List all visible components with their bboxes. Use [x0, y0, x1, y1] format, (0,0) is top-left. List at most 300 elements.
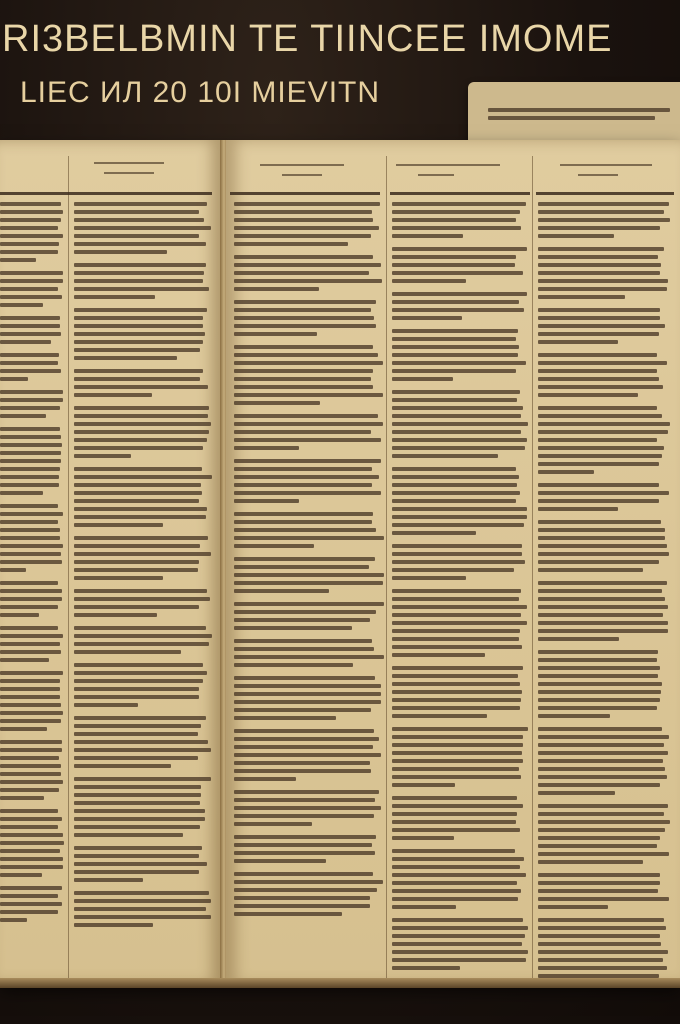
text-line: [538, 767, 665, 771]
text-line: [538, 873, 660, 877]
background-newspaper-card: [468, 82, 680, 140]
text-line: [74, 687, 199, 691]
text-paragraph: [234, 790, 384, 826]
text-line: [392, 653, 485, 657]
text-line: [392, 308, 524, 312]
text-paragraph: [74, 263, 212, 299]
text-line: [0, 626, 58, 630]
text-paragraph: [392, 292, 528, 320]
text-line: [234, 761, 370, 765]
text-line: [392, 263, 515, 267]
text-line: [0, 817, 62, 821]
text-line: [0, 740, 62, 744]
text-paragraph: [74, 846, 212, 882]
text-line: [234, 896, 370, 900]
text-paragraph: [0, 581, 64, 617]
text-line: [392, 666, 523, 670]
text-line: [74, 732, 198, 736]
text-line: [0, 226, 58, 230]
text-line: [234, 255, 373, 259]
text-line: [392, 751, 522, 755]
text-line: [74, 218, 204, 222]
text-paragraph: [0, 626, 64, 662]
text-line: [538, 743, 664, 747]
text-line: [538, 499, 659, 503]
text-line: [0, 520, 58, 524]
text-line: [392, 576, 466, 580]
text-line: [538, 446, 664, 450]
text-line: [0, 748, 62, 752]
text-line: [0, 825, 58, 829]
text-line: [74, 242, 206, 246]
text-line: [538, 340, 618, 344]
text-line: [74, 414, 208, 418]
text-paragraph: [74, 589, 212, 617]
text-line: [538, 470, 594, 474]
text-line: [538, 735, 669, 739]
text-line: [74, 226, 211, 230]
text-line: [74, 356, 177, 360]
text-line: [392, 637, 519, 641]
text-paragraph: [74, 777, 212, 837]
text-line: [0, 377, 28, 381]
text-line: [0, 369, 61, 373]
text-line: [0, 613, 39, 617]
text-line: [74, 308, 207, 312]
masthead-rule: [536, 192, 674, 195]
text-line: [538, 406, 657, 410]
text-paragraph: [392, 849, 528, 909]
text-line: [234, 467, 372, 471]
text-line: [74, 870, 199, 874]
right-page: [226, 140, 680, 984]
text-paragraph: [538, 918, 670, 984]
text-paragraph: [234, 676, 384, 720]
text-line: [392, 544, 522, 548]
text-line: [392, 361, 526, 365]
text-line: [538, 918, 664, 922]
text-line: [392, 499, 516, 503]
text-line: [392, 255, 516, 259]
text-line: [538, 422, 670, 426]
text-line: [234, 843, 372, 847]
book-page-edges: [0, 978, 680, 988]
text-line: [0, 512, 63, 516]
text-line: [234, 589, 329, 593]
text-line: [538, 324, 665, 328]
text-paragraph: [0, 353, 64, 381]
text-line: [538, 528, 665, 532]
text-line: [234, 708, 371, 712]
text-paragraph: [392, 796, 528, 840]
text-line: [0, 406, 60, 410]
text-line: [0, 324, 60, 328]
text-paragraph: [392, 727, 528, 787]
text-line: [0, 687, 60, 691]
text-line: [74, 801, 200, 805]
text-paragraph: [0, 671, 64, 731]
text-line: [74, 915, 211, 919]
text-line: [392, 820, 516, 824]
text-line: [74, 536, 208, 540]
text-line: [74, 589, 207, 593]
text-line: [74, 467, 202, 471]
text-line: [538, 218, 670, 222]
text-line: [234, 263, 381, 267]
open-book: [0, 140, 680, 984]
text-line: [0, 764, 61, 768]
text-line: [392, 491, 520, 495]
text-line: [392, 836, 454, 840]
text-line: [74, 642, 209, 646]
text-line: [0, 234, 63, 238]
text-line: [74, 340, 203, 344]
text-line: [234, 872, 373, 876]
text-line: [392, 743, 523, 747]
text-line: [74, 576, 163, 580]
text-line: [538, 247, 664, 251]
text-line: [538, 934, 660, 938]
text-line: [74, 287, 209, 291]
text-line: [538, 226, 660, 230]
text-line: [74, 817, 205, 821]
column-text-body: [0, 202, 64, 931]
text-line: [538, 581, 667, 585]
text-paragraph: [538, 727, 670, 795]
text-line: [74, 793, 201, 797]
text-line: [392, 849, 515, 853]
text-line: [538, 536, 665, 540]
text-line: [234, 438, 381, 442]
text-line: [234, 684, 381, 688]
text-line: [392, 889, 521, 893]
text-line: [538, 385, 663, 389]
text-line: [0, 258, 36, 262]
text-line: [0, 552, 61, 556]
text-line: [74, 597, 210, 601]
text-line: [74, 777, 211, 781]
text-line: [0, 218, 61, 222]
text-line: [392, 926, 528, 930]
text-line: [74, 862, 207, 866]
text-line: [392, 531, 476, 535]
text-line: [392, 568, 514, 572]
text-line: [234, 430, 371, 434]
text-line: [234, 798, 375, 802]
text-line: [234, 353, 378, 357]
text-line: [234, 610, 376, 614]
text-line: [392, 966, 460, 970]
text-line: [538, 820, 670, 824]
text-line: [538, 234, 614, 238]
text-line: [234, 520, 372, 524]
right-page-column-2: [392, 140, 528, 984]
text-line: [538, 332, 659, 336]
text-line: [538, 836, 660, 840]
text-paragraph: [234, 202, 384, 246]
text-line: [392, 390, 520, 394]
text-line: [74, 422, 211, 426]
text-line: [392, 828, 520, 832]
text-line: [0, 865, 63, 869]
text-line: [392, 881, 517, 885]
text-line: [392, 706, 520, 710]
text-line: [392, 475, 519, 479]
text-line: [538, 377, 659, 381]
text-paragraph: [0, 504, 64, 572]
text-line: [74, 634, 212, 638]
text-line: [0, 650, 61, 654]
text-line: [538, 706, 657, 710]
text-line: [392, 597, 519, 601]
text-line: [0, 589, 62, 593]
text-paragraph: [234, 300, 384, 336]
text-line: [392, 934, 525, 938]
text-line: [74, 483, 201, 487]
text-line: [234, 565, 369, 569]
text-line: [74, 923, 153, 927]
text-line: [74, 724, 201, 728]
text-line: [392, 767, 519, 771]
text-line: [234, 753, 381, 757]
text-line: [392, 454, 498, 458]
text-line: [392, 942, 522, 946]
text-line: [538, 860, 643, 864]
text-paragraph: [538, 247, 670, 299]
column-heading-mark: [282, 174, 322, 176]
text-paragraph: [74, 202, 212, 254]
text-line: [74, 663, 203, 667]
text-line: [538, 589, 662, 593]
text-line: [0, 568, 26, 572]
text-line: [234, 544, 314, 548]
text-line: [234, 210, 372, 214]
text-line: [234, 859, 326, 863]
text-line: [0, 873, 42, 877]
text-line: [538, 621, 668, 625]
text-line: [392, 727, 528, 731]
text-paragraph: [392, 247, 528, 283]
text-line: [538, 491, 669, 495]
text-paragraph: [234, 512, 384, 548]
text-line: [0, 504, 58, 508]
column-divider: [68, 156, 69, 978]
text-line: [234, 737, 379, 741]
text-line: [74, 671, 207, 675]
text-line: [74, 499, 199, 503]
text-line: [0, 536, 60, 540]
text-line: [234, 401, 320, 405]
text-line: [392, 560, 525, 564]
page-title: RI3BELBMIN TE TIINCEE IMOME: [2, 18, 613, 60]
text-line: [0, 271, 63, 275]
left-page-column-1: [0, 140, 64, 984]
text-line: [234, 422, 383, 426]
text-line: [538, 605, 668, 609]
text-line: [392, 353, 518, 357]
text-line: [74, 377, 200, 381]
text-line: [538, 552, 669, 556]
text-line: [74, 650, 181, 654]
text-line: [538, 255, 658, 259]
text-line: [234, 287, 319, 291]
text-line: [392, 337, 516, 341]
text-line: [538, 279, 668, 283]
text-line: [0, 719, 61, 723]
text-line: [0, 340, 51, 344]
text-line: [392, 202, 526, 206]
column-divider: [386, 156, 387, 978]
text-line: [0, 695, 60, 699]
text-line: [234, 361, 383, 365]
text-line: [392, 759, 523, 763]
text-line: [392, 950, 528, 954]
text-line: [538, 828, 665, 832]
text-line: [234, 663, 353, 667]
text-paragraph: [392, 589, 528, 657]
text-line: [538, 316, 660, 320]
text-line: [74, 393, 152, 397]
text-line: [0, 780, 63, 784]
text-line: [538, 438, 657, 442]
text-line: [234, 385, 373, 389]
text-line: [234, 557, 375, 561]
text-line: [234, 822, 312, 826]
text-line: [234, 377, 371, 381]
text-line: [0, 443, 62, 447]
text-line: [392, 804, 523, 808]
text-line: [234, 581, 383, 585]
text-line: [538, 361, 667, 365]
masthead-rule: [0, 192, 212, 195]
text-line: [0, 528, 60, 532]
text-line: [538, 454, 662, 458]
text-line: [74, 210, 199, 214]
text-line: [538, 560, 659, 564]
text-line: [74, 369, 203, 373]
text-line: [0, 353, 59, 357]
text-line: [74, 515, 206, 519]
text-line: [538, 414, 662, 418]
text-line: [234, 528, 376, 532]
text-line: [538, 544, 667, 548]
text-line: [392, 377, 453, 381]
column-heading-mark: [418, 174, 454, 176]
text-line: [74, 475, 212, 479]
text-line: [392, 467, 516, 471]
text-line: [234, 324, 376, 328]
text-paragraph: [0, 809, 64, 877]
text-line: [74, 438, 207, 442]
text-line: [392, 483, 517, 487]
text-paragraph: [234, 872, 384, 916]
text-line: [538, 682, 662, 686]
text-line: [0, 703, 61, 707]
text-line: [538, 775, 667, 779]
text-line: [74, 316, 203, 320]
text-line: [392, 422, 528, 426]
text-line: [74, 756, 198, 760]
text-paragraph: [538, 804, 670, 864]
text-line: [538, 759, 663, 763]
column-heading-mark: [396, 164, 500, 166]
text-line: [0, 427, 60, 431]
text-line: [234, 242, 348, 246]
text-line: [0, 711, 63, 715]
text-line: [234, 393, 383, 397]
text-line: [392, 438, 527, 442]
text-line: [392, 621, 527, 625]
text-line: [74, 846, 202, 850]
text-line: [392, 605, 527, 609]
text-line: [74, 605, 199, 609]
text-paragraph: [0, 316, 64, 344]
text-line: [392, 735, 523, 739]
text-line: [0, 597, 62, 601]
text-line: [74, 544, 200, 548]
text-line: [74, 348, 200, 352]
text-line: [538, 791, 615, 795]
text-line: [0, 727, 47, 731]
text-line: [234, 226, 379, 230]
text-line: [0, 202, 61, 206]
text-line: [74, 202, 207, 206]
text-line: [234, 626, 352, 630]
text-line: [392, 226, 521, 230]
text-line: [74, 560, 199, 564]
text-line: [0, 918, 27, 922]
page-subtitle: LIEC ИЛ 20 10I MIEVITN: [20, 76, 381, 109]
text-line: [538, 520, 661, 524]
text-paragraph: [392, 202, 528, 238]
text-line: [392, 271, 523, 275]
text-line: [74, 899, 211, 903]
text-line: [0, 849, 60, 853]
text-line: [234, 647, 374, 651]
text-line: [74, 552, 211, 556]
text-line: [74, 716, 206, 720]
text-line: [538, 852, 669, 856]
text-line: [0, 287, 58, 291]
text-paragraph: [538, 581, 670, 641]
masthead-rule: [390, 192, 530, 195]
text-line: [74, 446, 203, 450]
text-line: [538, 698, 660, 702]
text-line: [234, 806, 381, 810]
text-line: [0, 841, 64, 845]
text-line: [234, 716, 336, 720]
text-line: [234, 618, 370, 622]
text-line: [0, 796, 44, 800]
text-line: [234, 234, 371, 238]
text-line: [0, 756, 59, 760]
text-line: [392, 292, 527, 296]
text-line: [392, 279, 466, 283]
text-line: [0, 642, 60, 646]
text-line: [538, 958, 663, 962]
text-paragraph: [538, 520, 670, 572]
text-paragraph: [538, 650, 670, 718]
text-line: [74, 454, 131, 458]
text-line: [0, 788, 59, 792]
text-line: [538, 751, 668, 755]
text-line: [392, 218, 516, 222]
text-paragraph: [538, 353, 670, 397]
text-line: [538, 210, 664, 214]
text-line: [234, 904, 370, 908]
text-line: [234, 745, 373, 749]
masthead-rule: [230, 192, 380, 195]
